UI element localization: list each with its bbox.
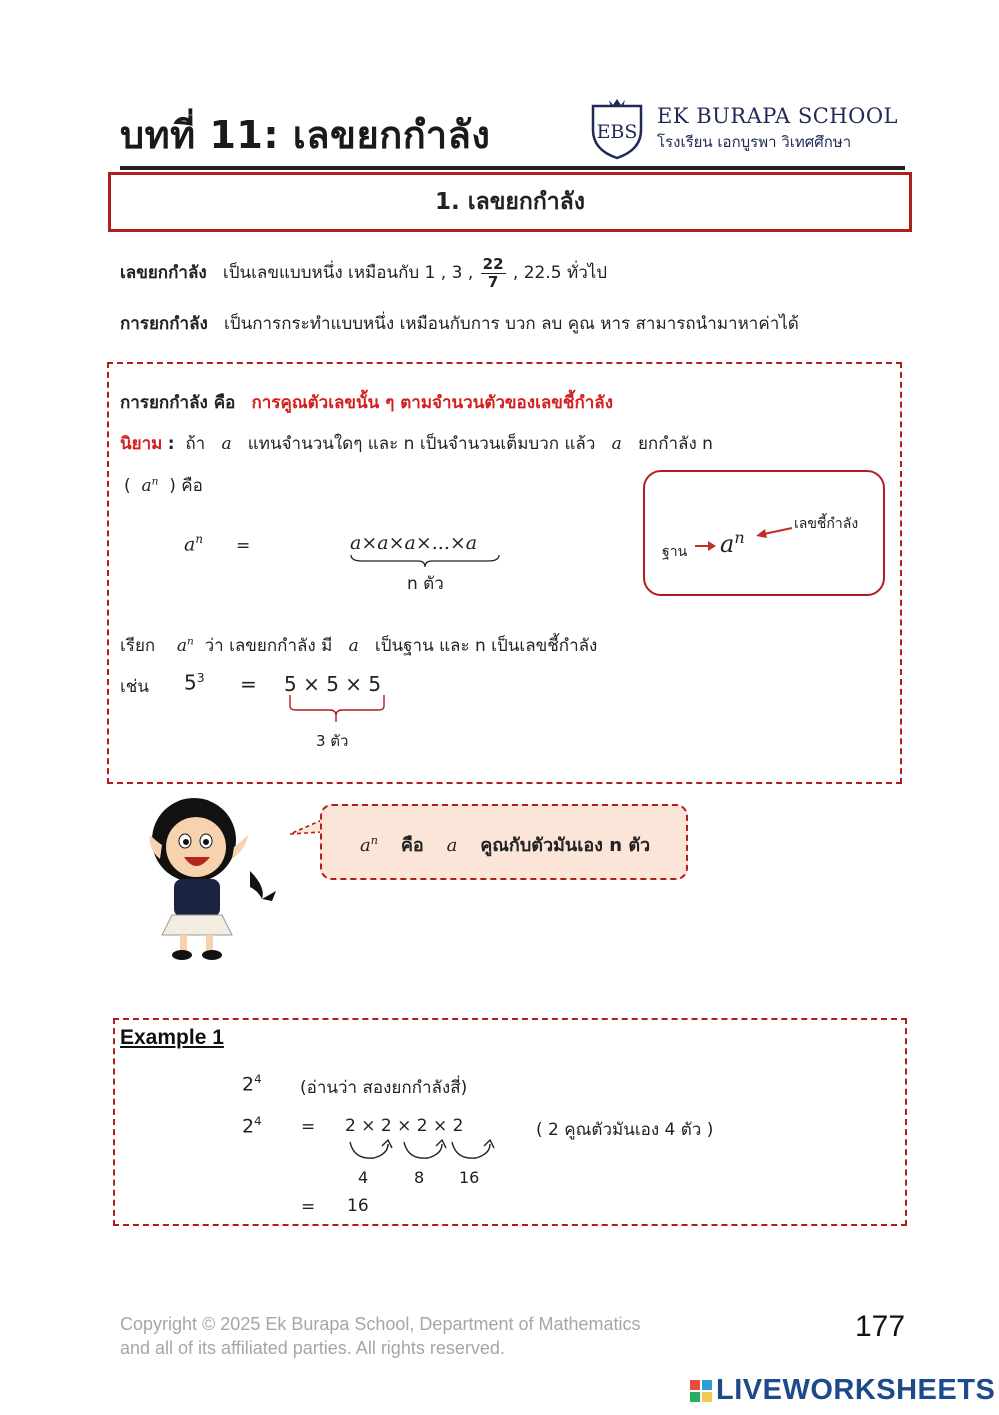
exponentiation-meaning: การคูณตัวเลขนั้น ๆ ตามจำนวนตัวของเลขชี้กำลัง bbox=[251, 393, 614, 413]
curved-arrow-icon bbox=[404, 1142, 442, 1158]
cartoon-girl-illustration bbox=[140, 795, 285, 965]
curved-arrow-icon bbox=[452, 1142, 490, 1158]
niyam-label: นิยาม bbox=[120, 434, 163, 454]
term-exponentiation: การยกกำลัง bbox=[120, 314, 208, 334]
example-equals: = bbox=[240, 672, 257, 696]
example-label: เช่น bbox=[120, 677, 149, 697]
exponentiation-is: การยกกำลัง คือ bbox=[120, 393, 236, 413]
curved-arrow-icon bbox=[350, 1142, 388, 1158]
example-power-2: $2^4$ bbox=[242, 1114, 262, 1138]
fraction bbox=[481, 256, 506, 290]
example-power: $5^3$ bbox=[184, 670, 205, 695]
fraction-denominator: 7 bbox=[487, 272, 499, 291]
section-title-box bbox=[108, 172, 912, 232]
section-title: 1. เลขยกกำลัง bbox=[435, 189, 585, 215]
box1-line1 bbox=[120, 389, 613, 416]
an-product: a×a×a×...×a bbox=[350, 532, 478, 554]
example-equals-1: = bbox=[301, 1117, 316, 1137]
naming-line: เรียก $a^n$ ว่า เลขยกกำลัง มี a เป็นฐาน และ n เป็นเลขชี้กำลัง bbox=[120, 635, 598, 656]
example-read-as: (อ่านว่า สองยกกำลังสี่) bbox=[300, 1078, 468, 1098]
an-is-line: ( $a^n$ ) คือ bbox=[124, 475, 203, 496]
school-name: EK BURAPA SCHOOL bbox=[657, 104, 898, 128]
example-brace bbox=[288, 694, 386, 724]
header-rule bbox=[120, 166, 905, 170]
definition-exponentiation bbox=[120, 310, 799, 337]
definition-text-b: , 22.5 ทั่วไป bbox=[512, 263, 608, 283]
an-power: $a^n$ bbox=[184, 532, 203, 556]
niyam-line: นิยาม : ถ้า a แทนจำนวนใดๆ และ n เป็นจำนวนเต็มบวก แล้ว a ยกกำลัง n bbox=[120, 434, 713, 454]
liveworksheets-brand[interactable] bbox=[690, 1374, 995, 1407]
example-result: 16 bbox=[347, 1196, 369, 1216]
copyright-line-2: and all of its affiliated parties. All rights reserved. bbox=[120, 1338, 505, 1358]
definition-exponent bbox=[120, 256, 607, 290]
school-crest-logo bbox=[585, 96, 649, 160]
bubble-text: $a^n$ คือ a คูณกับตัวมันเอง n ตัว bbox=[360, 834, 651, 856]
callout-power: $a^n$ bbox=[720, 528, 745, 558]
brand-name: LIVEWORKSHEETS bbox=[716, 1374, 996, 1406]
example-box bbox=[113, 1018, 907, 1226]
underbrace bbox=[350, 553, 500, 569]
example-title: Example 1 bbox=[120, 1026, 224, 1049]
copyright-line-1: Copyright © 2025 Ek Burapa School, Department of Mathematics bbox=[120, 1314, 641, 1334]
definition-text: เป็นการกระทำแบบหนึ่ง เหมือนกับการ บวก ลบ คูณ หาร สามารถนำมาหาค่าได้ bbox=[224, 314, 799, 334]
crest-letters: EBS bbox=[596, 121, 638, 143]
school-name-thai: โรงเรียน เอกบูรพา วิเทศศึกษา bbox=[657, 133, 852, 151]
step-value: 8 bbox=[414, 1168, 425, 1187]
bubble-tail bbox=[288, 818, 324, 838]
base-label: ฐาน bbox=[662, 544, 688, 560]
step-value: 4 bbox=[358, 1168, 369, 1187]
arrow-left-icon bbox=[754, 524, 794, 540]
definition-text-a: เป็นเลขแบบหนึ่ง เหมือนกับ 1 , 3 , bbox=[222, 263, 474, 283]
exponent-label: เลขชี้กำลัง bbox=[794, 516, 859, 532]
step-value: 16 bbox=[459, 1168, 480, 1187]
an-equals: = bbox=[236, 536, 251, 556]
copyright bbox=[120, 1312, 641, 1360]
page-number: 177 bbox=[855, 1310, 906, 1343]
var-a: a bbox=[221, 434, 232, 454]
example-product: 5 × 5 × 5 bbox=[284, 672, 382, 696]
crown-icon bbox=[609, 99, 625, 107]
liveworksheets-logo-icon bbox=[690, 1380, 712, 1402]
fraction-numerator: 22 bbox=[482, 255, 504, 273]
chapter-title: บทที่ 11: เลขยกกำลัง bbox=[120, 113, 491, 157]
n-count-label: n ตัว bbox=[407, 574, 444, 594]
example-equals-2: = bbox=[301, 1197, 316, 1217]
example-count: 3 ตัว bbox=[316, 732, 349, 750]
arrow-right-icon bbox=[694, 540, 718, 552]
term-exponent: เลขยกกำลัง bbox=[120, 263, 207, 283]
example-note: ( 2 คูณตัวมันเอง 4 ตัว ) bbox=[536, 1120, 714, 1140]
multiplication-arrows bbox=[344, 1136, 504, 1166]
example-power-1: $2^4$ bbox=[242, 1072, 262, 1096]
example-product: 2 × 2 × 2 × 2 bbox=[345, 1116, 464, 1136]
